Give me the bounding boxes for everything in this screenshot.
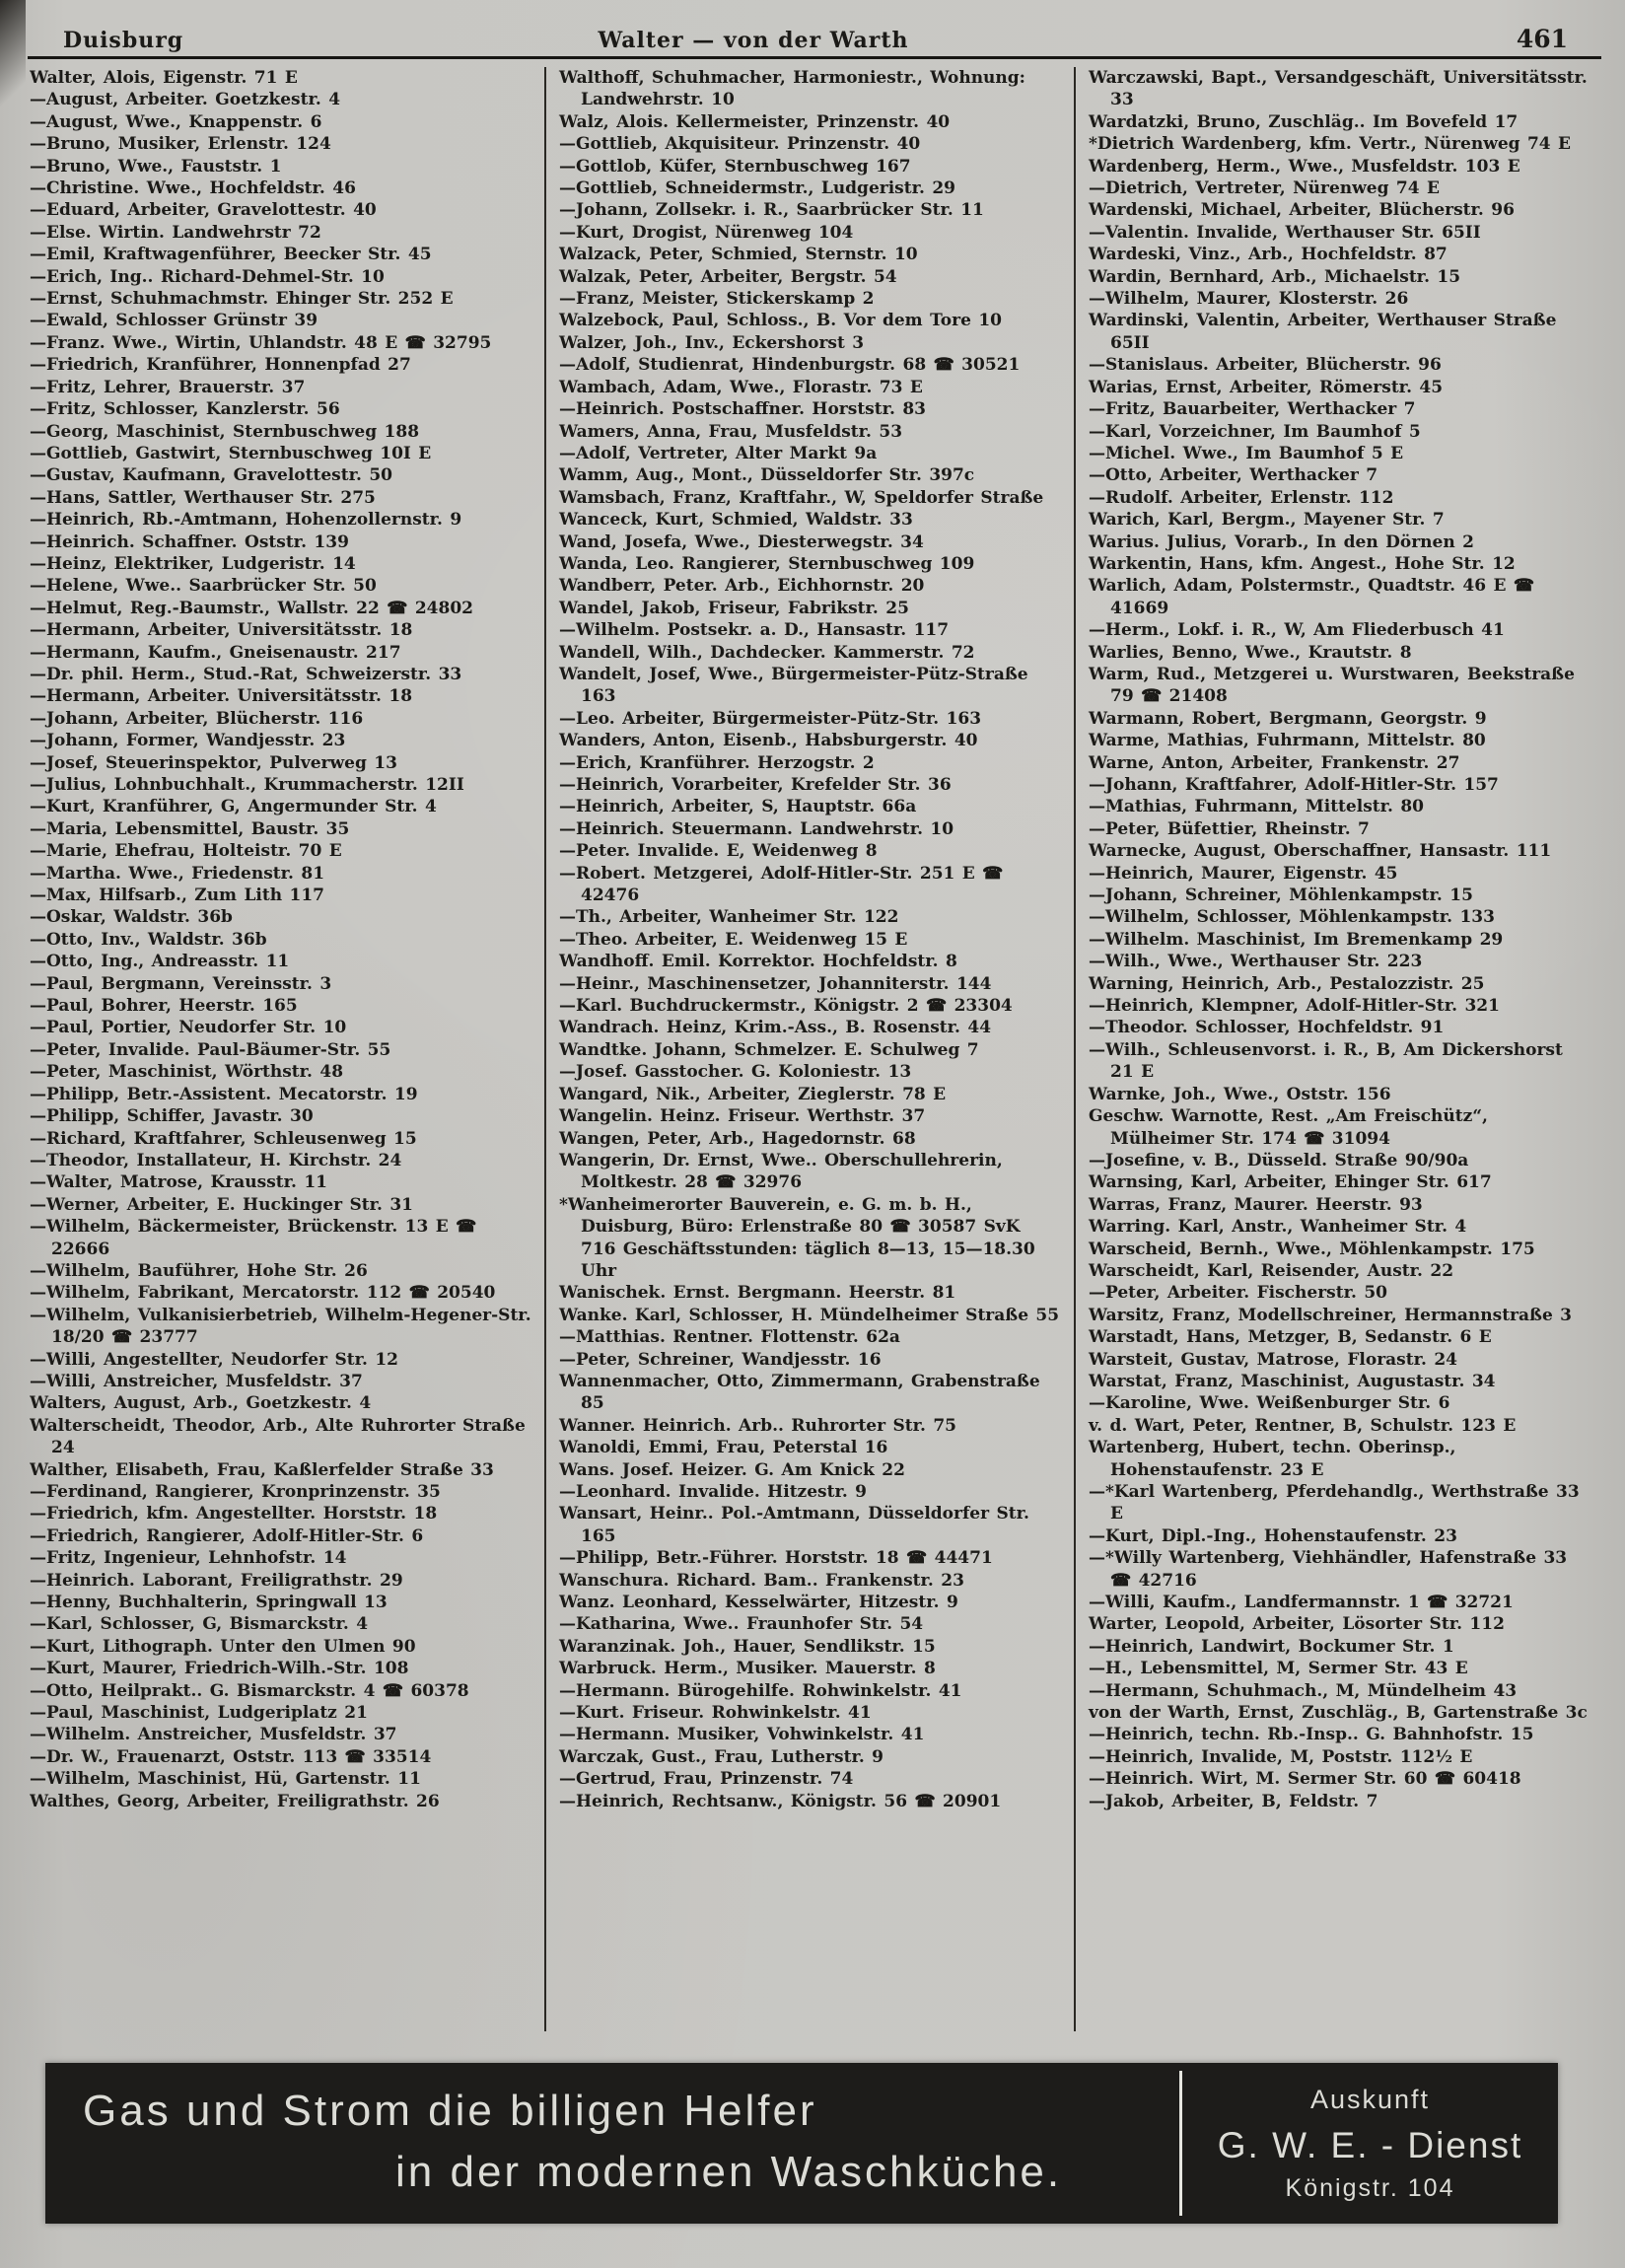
directory-entry: —Willi, Anstreicher, Musfeldstr. 37 [30,1371,363,1391]
directory-entry: —H., Lebensmittel, M, Sermer Str. 43 E [1089,1659,1468,1679]
directory-entry: Warter, Leopold, Arbeiter, Lösorter Str. 112 [1089,1614,1505,1635]
directory-entry: —Herm., Lokf. i. R., W, Am Fliederbusch 41 [1089,620,1505,641]
directory-entry: Wans. Josef. Heizer. G. Am Knick 22 [559,1459,905,1480]
directory-entry: Waranzinak. Joh., Hauer, Sendlikstr. 15 [559,1636,936,1657]
directory-entry: —Heinrich, Klempner, Adolf-Hitler-Str. 321 [1089,996,1500,1017]
directory-entry: —Hermann, Arbeiter. Universitätsstr. 18 [30,686,413,707]
directory-entry: Wardinski, Valentin, Arbeiter, Werthauser Straße 65II [1089,311,1557,353]
directory-entry: von der Warth, Ernst, Zuschläg., B, Gartenstraße 3c [1089,1703,1588,1724]
directory-entry: —Adolf, Studienrat, Hindenburgstr. 68 ☎ 30521 [559,355,1021,376]
directory-entry: —Fritz, Bauarbeiter, Werthacker 7 [1089,399,1416,420]
directory-entry: Wardenberg, Herm., Wwe., Musfeldstr. 103 E [1089,156,1520,177]
directory-column-3 [1074,67,1603,2031]
directory-entry: —Otto, Inv., Waldstr. 36b [30,929,267,950]
directory-entry: —Leonhard. Invalide. Hitzestr. 9 [559,1482,868,1502]
directory-entry: —Heinrich, techn. Rb.-Insp.. G. Bahnhofstr. 15 [1089,1725,1534,1745]
directory-entry: Walthoff, Schuhmacher, Harmoniestr., Wohnung: Landwehrstr. 10 [559,68,1025,110]
directory-entry: —Heinrich. Postschaffner. Horststr. 83 [559,399,927,420]
directory-entry: Wand, Josefa, Wwe., Diesterwegstr. 34 [559,532,924,552]
directory-entry: —Bruno, Wwe., Fauststr. 1 [30,156,282,177]
directory-entry: —Peter, Invalide. Paul-Bäumer-Str. 55 [30,1039,391,1060]
directory-entry: *Dietrich Wardenberg, kfm. Vertr., Nürenweg 74 E [1089,134,1571,155]
directory-entry: Warczawski, Bapt., Versandgeschäft, Universitätsstr. 33 [1089,68,1588,110]
directory-entry: —Hermann, Arbeiter, Universitätsstr. 18 [30,620,413,641]
directory-entry: —Rudolf. Arbeiter, Erlenstr. 112 [1089,487,1394,508]
directory-entry: Warne, Anton, Arbeiter, Frankenstr. 27 [1089,752,1460,773]
directory-entry: Walther, Elisabeth, Frau, Kaßlerfelder Straße 33 [30,1459,494,1480]
directory-entry: —Martha. Wwe., Friedenstr. 81 [30,863,325,884]
directory-entry: Warich, Karl, Bergm., Mayener Str. 7 [1089,510,1445,531]
directory-entry: —Johann, Arbeiter, Blücherstr. 116 [30,708,364,729]
directory-entry: —Hermann, Schuhmach., M, Mündelheim 43 [1089,1680,1518,1701]
directory-entry: Wangen, Peter, Arb., Hagedornstr. 68 [559,1128,916,1149]
directory-entry: —Kurt. Friseur. Rohwinkelstr. 41 [559,1703,872,1724]
directory-entry: —Willi, Angestellter, Neudorfer Str. 12 [30,1349,399,1370]
directory-entry: Wamm, Aug., Mont., Düsseldorfer Str. 397c [559,465,975,486]
directory-entry: —Erich, Kranführer. Herzogstr. 2 [559,752,875,773]
directory-entry: —Matthias. Rentner. Flottenstr. 62a [559,1327,900,1348]
directory-entry: —Georg, Maschinist, Sternbuschweg 188 [30,421,420,442]
directory-entry: Wanders, Anton, Eisenb., Habsburgerstr. 40 [559,731,978,751]
directory-entry: —Walter, Matrose, Krausstr. 11 [30,1172,328,1193]
directory-entry: Warias, Ernst, Arbeiter, Römerstr. 45 [1089,377,1444,397]
directory-entry: —Otto, Ing., Andreasstr. 11 [30,952,290,972]
directory-entry: Wanschura. Richard. Bam.. Frankenstr. 23 [559,1570,964,1591]
directory-entry: —Hermann, Kaufm., Gneisenaustr. 217 [30,642,401,663]
directory-entry: Wansart, Heinr.. Pol.-Amtmann, Düsseldorfer Str. 165 [559,1504,1029,1546]
directory-entry: Wandell, Wilh., Dachdecker. Kammerstr. 72 [559,642,975,663]
directory-entry: —Heinrich, Maurer, Eigenstr. 45 [1089,863,1398,884]
directory-entry: —Wilhelm, Bäckermeister, Brückenstr. 13 E ☎ 22666 [30,1217,477,1259]
directory-entry: —Fritz, Ingenieur, Lehnhofstr. 14 [30,1548,347,1569]
directory-entry: —Heinrich, Rechtsanw., Königstr. 56 ☎ 20901 [559,1791,1002,1811]
directory-entry: —Otto, Heilprakt.. G. Bismarckstr. 4 ☎ 60378 [30,1680,469,1701]
directory-entry: Geschw. Warnotte, Rest. „Am Freischütz“, Mülheimer Str. 174 ☎ 31094 [1089,1106,1488,1149]
directory-entry: —Gottlieb, Schneidermstr., Ludgeristr. 29 [559,178,955,199]
directory-entry: —Wilhelm, Maurer, Klosterstr. 26 [1089,289,1409,310]
directory-entry: —Gertrud, Frau, Prinzenstr. 74 [559,1769,854,1790]
directory-entry: —Philipp, Schiffer, Javastr. 30 [30,1106,314,1127]
directory-entry: Wandrach. Heinz, Krim.-Ass., B. Rosenstr. 44 [559,1018,992,1038]
directory-entry: —Kurt, Maurer, Friedrich-Wilh.-Str. 108 [30,1659,409,1679]
directory-entry: Warnke, Joh., Wwe., Oststr. 156 [1089,1084,1391,1104]
directory-entry: —Peter, Büfettier, Rheinstr. 7 [1089,818,1370,839]
directory-entry: —*Willy Wartenberg, Viehhändler, Hafenstraße 33 ☎ 42716 [1089,1548,1568,1591]
directory-entry: —Paul, Bohrer, Heerstr. 165 [30,996,298,1017]
directory-entry: Wardenski, Michael, Arbeiter, Blücherstr. 96 [1089,200,1515,221]
directory-entry: Wangard, Nik., Arbeiter, Zieglerstr. 78 E [559,1084,947,1104]
directory-entry: —Franz, Meister, Stickerskamp 2 [559,289,875,310]
directory-entry: —Paul, Bergmann, Vereinsstr. 3 [30,973,332,994]
directory-entry: Wandberr, Peter. Arb., Eichhornstr. 20 [559,576,925,597]
directory-entry: Wandhoff. Emil. Korrektor. Hochfeldstr. 8 [559,952,957,972]
directory-entry: —Wilhelm, Schlosser, Möhlenkampstr. 133 [1089,907,1495,928]
directory-entry: Wanz. Leonhard, Kesselwärter, Hitzestr. 9 [559,1593,958,1613]
directory-entry: Walzebock, Paul, Schloss., B. Vor dem Tore 10 [559,311,1002,331]
directory-entry: —Theo. Arbeiter, E. Weidenweg 15 E [559,929,908,950]
directory-entry: —Heinrich. Schaffner. Oststr. 139 [30,532,349,552]
directory-entry: —Kurt, Lithograph. Unter den Ulmen 90 [30,1636,416,1657]
directory-entry: —Heinrich. Wirt, M. Sermer Str. 60 ☎ 60418 [1089,1769,1521,1790]
directory-entry: —Kurt, Kranführer, G, Angermunder Str. 4 [30,797,437,817]
directory-entry: Warras, Franz, Maurer. Heerstr. 93 [1089,1194,1423,1215]
ad-info-address: Königstr. 104 [1285,2174,1455,2202]
directory-entry: Warme, Mathias, Fuhrmann, Mittelstr. 80 [1089,731,1486,751]
directory-entry: Walters, August, Arb., Goetzkestr. 4 [30,1393,372,1414]
directory-entry: —Heinrich, Landwirt, Bockumer Str. 1 [1089,1636,1454,1657]
advertisement [45,2063,1558,2224]
directory-entry: —Hermann. Musiker, Vohwinkelstr. 41 [559,1725,925,1745]
directory-entry: Wandel, Jakob, Friseur, Fabrikstr. 25 [559,598,909,618]
scan-artifact [0,0,26,118]
directory-entry: —Werner, Arbeiter, E. Huckinger Str. 31 [30,1194,414,1215]
directory-columns [30,67,1603,2031]
directory-entry: —Josefine, v. B., Düsseld. Straße 90/90a [1089,1150,1469,1170]
directory-entry: Warczak, Gust., Frau, Lutherstr. 9 [559,1746,883,1767]
directory-entry: Wangelin. Heinz. Friseur. Werthstr. 37 [559,1106,926,1127]
directory-entry: —Adolf, Vertreter, Alter Markt 9a [559,443,878,463]
directory-entry: Wamsbach, Franz, Kraftfahr., W, Speldorfer Straße [559,487,1044,508]
directory-entry: —Robert. Metzgerei, Adolf-Hitler-Str. 251 E ☎ 42476 [559,863,1004,906]
directory-entry: —Oskar, Waldstr. 36b [30,907,233,928]
directory-entry: —Theodor, Installateur, H. Kirchstr. 24 [30,1150,402,1170]
directory-entry: —Heinrich, Vorarbeiter, Krefelder Str. 36 [559,775,952,795]
directory-entry: —Wilhelm. Anstreicher, Musfeldstr. 37 [30,1725,397,1745]
directory-entry: —Stanislaus. Arbeiter, Blücherstr. 96 [1089,355,1442,376]
directory-entry: —Gustav, Kaufmann, Gravelottestr. 50 [30,465,392,486]
directory-entry: Warm, Rud., Metzgerei u. Wurstwaren, Beekstraße 79 ☎ 21408 [1089,664,1575,707]
directory-entry: Wandelt, Josef, Wwe., Bürgermeister-Pütz-Straße 163 [559,664,1028,707]
directory-entry: —Otto, Arbeiter, Werthacker 7 [1089,465,1378,486]
directory-entry: —Friedrich, Kranführer, Honnenpfad 27 [30,355,411,376]
directory-entry: —Philipp, Betr.-Führer. Horststr. 18 ☎ 44471 [559,1548,993,1569]
directory-entry: —Else. Wirtin. Landwehrstr 72 [30,222,321,243]
directory-entry: —Max, Hilfsarb., Zum Lith 117 [30,886,324,906]
directory-entry: —Peter, Maschinist, Wörthstr. 48 [30,1062,344,1083]
directory-entry: —Valentin. Invalide, Werthauser Str. 65II [1089,222,1481,243]
directory-entry: —Ernst, Schuhmachmstr. Ehinger Str. 252 E [30,289,454,310]
directory-entry: —Heinz, Elektriker, Ludgeristr. 14 [30,553,356,574]
directory-entry: —Friedrich, Rangierer, Adolf-Hitler-Str. 6 [30,1525,424,1546]
directory-entry: —Eduard, Arbeiter, Gravelottestr. 40 [30,200,377,221]
running-header-range: Walter — von der Warth [598,28,909,53]
directory-entry: —Ferdinand, Rangierer, Kronprinzenstr. 35 [30,1482,441,1502]
directory-entry: Walz, Alois. Kellermeister, Prinzenstr. 40 [559,111,951,132]
directory-entry: —Michel. Wwe., Im Baumhof 5 E [1089,443,1404,463]
directory-entry: —Peter. Invalide. E, Weidenweg 8 [559,841,878,862]
directory-entry: —Peter, Schreiner, Wandjesstr. 16 [559,1349,882,1370]
directory-entry: Wannenmacher, Otto, Zimmermann, Grabenstraße 85 [559,1371,1040,1414]
directory-entry: Wardeski, Vinz., Arb., Hochfeldstr. 87 [1089,245,1448,265]
directory-entry: —Fritz, Schlosser, Kanzlerstr. 56 [30,399,340,420]
directory-entry: Warnecke, August, Oberschaffner, Hansastr. 111 [1089,841,1552,862]
directory-entry: —Richard, Kraftfahrer, Schleusenweg 15 [30,1128,417,1149]
running-header-city: Duisburg [63,28,184,53]
directory-entry: Warius. Julius, Vorarb., In den Dörnen 2 [1089,532,1474,552]
directory-entry: —Kurt, Dipl.-Ing., Hohenstaufenstr. 23 [1089,1525,1457,1546]
directory-entry: Wanoldi, Emmi, Frau, Peterstal 16 [559,1438,888,1458]
directory-entry: Walzak, Peter, Arbeiter, Bergstr. 54 [559,266,897,287]
directory-entry: —Wilhelm. Postsekr. a. D., Hansastr. 117 [559,620,950,641]
directory-entry: —Karoline, Wwe. Weißenburger Str. 6 [1089,1393,1450,1414]
directory-entry: Wanceck, Kurt, Schmied, Waldstr. 33 [559,510,913,531]
directory-entry: Walter, Alois, Eigenstr. 71 E [30,68,298,88]
directory-entry: Warlich, Adam, Polstermstr., Quadtstr. 46 E ☎ 41669 [1089,576,1535,618]
directory-entry: —Wilhelm, Vulkanisierbetrieb, Wilhelm-Hegener-Str. 18/20 ☎ 23777 [30,1305,531,1348]
directory-entry: —Ewald, Schlosser Grünstr 39 [30,311,318,331]
directory-entry: —Christine. Wwe., Hochfeldstr. 46 [30,178,356,199]
directory-column-2 [544,67,1074,2031]
directory-entry: —Henny, Buchhalterin, Springwall 13 [30,1593,388,1613]
directory-entry: —Jakob, Arbeiter, B, Feldstr. 7 [1089,1791,1378,1811]
directory-entry: —Paul, Portier, Neudorfer Str. 10 [30,1018,347,1038]
directory-entry: Warsteit, Gustav, Matrose, Florastr. 24 [1089,1349,1457,1370]
directory-entry: —Th., Arbeiter, Wanheimer Str. 122 [559,907,899,928]
directory-entry: —August, Wwe., Knappenstr. 6 [30,111,322,132]
directory-entry: Wangerin, Dr. Ernst, Wwe.. Oberschullehrerin, Moltkestr. 28 ☎ 32976 [559,1150,1003,1193]
directory-entry: —Gottlieb, Gastwirt, Sternbuschweg 10I E [30,443,432,463]
directory-entry: Warmann, Robert, Bergmann, Georgstr. 9 [1089,708,1487,729]
directory-entry: —Heinr., Maschinensetzer, Johanniterstr. 144 [559,973,992,994]
directory-entry: —Peter, Arbeiter. Fischerstr. 50 [1089,1283,1387,1304]
directory-entry: —Heinrich, Rb.-Amtmann, Hohenzollernstr. 9 [30,510,462,531]
directory-entry: Wanischek. Ernst. Bergmann. Heerstr. 81 [559,1283,956,1304]
directory-entry: Warning, Heinrich, Arb., Pestalozzistr. 25 [1089,973,1485,994]
directory-entry: —Paul, Maschinist, Ludgeriplatz 21 [30,1703,368,1724]
directory-entry: —Emil, Kraftwagenführer, Beecker Str. 45 [30,245,432,265]
ad-slogan-line1: Gas und Strom die billigen Helfer [83,2087,817,2135]
directory-entry: —Hans, Sattler, Werthauser Str. 275 [30,487,376,508]
directory-entry: —Mathias, Fuhrmann, Mittelstr. 80 [1089,797,1425,817]
directory-entry: —Julius, Lohnbuchhalt., Krummacherstr. 12II [30,775,464,795]
directory-entry: —Helene, Wwe.. Saarbrücker Str. 50 [30,576,377,597]
running-header [30,14,1595,53]
directory-entry: Wartenberg, Hubert, techn. Oberinsp., Hohenstaufenstr. 23 E [1089,1438,1456,1480]
directory-entry: Walthes, Georg, Arbeiter, Freiligrathstr. 26 [30,1791,440,1811]
directory-entry: —Wilhelm, Maschinist, Hü, Gartenstr. 11 [30,1769,421,1790]
directory-entry: Warstadt, Hans, Metzger, B, Sedanstr. 6 E [1089,1327,1492,1348]
page-number: 461 [1516,25,1568,53]
directory-entry: Walterscheidt, Theodor, Arb., Alte Ruhrorter Straße 24 [30,1415,526,1458]
directory-entry: —Heinrich, Arbeiter, S, Hauptstr. 66a [559,797,917,817]
ad-slogan-line2: in der modernen Waschküche. [395,2148,1063,2196]
directory-entry: Wanke. Karl, Schlosser, H. Mündelheimer Straße 55 [559,1305,1060,1325]
ad-info-title: Auskunft [1309,2085,1431,2114]
directory-entry: —Philipp, Betr.-Assistent. Mecatorstr. 19 [30,1084,418,1104]
directory-entry: —Theodor. Schlosser, Hochfeldstr. 91 [1089,1018,1445,1038]
directory-entry: Wardatzki, Bruno, Zuschläg.. Im Bovefeld 17 [1089,111,1519,132]
directory-entry: Wardin, Bernhard, Arb., Michaelstr. 15 [1089,266,1461,287]
directory-entry: —Wilhelm. Maschinist, Im Bremenkamp 29 [1089,929,1504,950]
directory-entry: Wanner. Heinrich. Arb.. Ruhrorter Str. 75 [559,1415,957,1436]
directory-entry: Warlies, Benno, Wwe., Krautstr. 8 [1089,642,1412,663]
directory-entry: —Gottlob, Küfer, Sternbuschweg 167 [559,156,911,177]
directory-entry: Wanda, Leo. Rangierer, Sternbuschweg 109 [559,553,975,574]
directory-entry: —Johann, Kraftfahrer, Adolf-Hitler-Str. 157 [1089,775,1499,795]
directory-entry: —Karl, Vorzeichner, Im Baumhof 5 [1089,421,1421,442]
ad-info-name: G. W. E. - Dienst [1217,2125,1523,2165]
directory-entry: —*Karl Wartenberg, Pferdehandlg., Werthstraße 33 E [1089,1482,1580,1524]
directory-entry: Warscheid, Bernh., Wwe., Möhlenkampstr. 175 [1089,1239,1535,1259]
directory-entry: —Wilh., Schleusenvorst. i. R., B, Am Dickershorst 21 E [1089,1039,1563,1083]
directory-entry: —Friedrich, kfm. Angestellter. Horststr. 18 [30,1504,438,1524]
directory-entry: *Wanheimerorter Bauverein, e. G. m. b. H., Duisburg, Büro: Erlenstraße 80 ☎ 30587 SvK 716 Geschäftsstunden: täglich 8—13, 15—18.30 Uhr [559,1194,1035,1281]
directory-entry: Wambach, Adam, Wwe., Florastr. 73 E [559,377,923,397]
directory-entry: —Hermann. Bürogehilfe. Rohwinkelstr. 41 [559,1680,962,1701]
directory-entry: —Dietrich, Vertreter, Nürenweg 74 E [1089,178,1440,199]
directory-entry: —Kurt, Drogist, Nürenweg 104 [559,222,854,243]
directory-entry: —Fritz, Lehrer, Brauerstr. 37 [30,377,306,397]
directory-entry: —Heinrich. Steuermann. Landwehrstr. 10 [559,818,954,839]
directory-entry: Walzack, Peter, Schmied, Sternstr. 10 [559,245,918,265]
directory-entry: —Johann, Schreiner, Möhlenkampstr. 15 [1089,886,1473,906]
directory-entry: Wandtke. Johann, Schmelzer. E. Schulweg 7 [559,1039,979,1060]
directory-entry: —Karl. Buchdruckermstr., Königstr. 2 ☎ 23304 [559,996,1013,1017]
directory-entry: —Helmut, Reg.-Baumstr., Wallstr. 22 ☎ 24802 [30,598,473,618]
directory-entry: Warscheidt, Karl, Reisender, Austr. 22 [1089,1260,1454,1281]
directory-entry: —Heinrich. Laborant, Freiligrathstr. 29 [30,1570,403,1591]
directory-entry: Warstat, Franz, Maschinist, Augustastr. 34 [1089,1371,1496,1391]
directory-entry: Warnsing, Karl, Arbeiter, Ehinger Str. 617 [1089,1172,1492,1193]
directory-column-1 [30,67,544,2031]
directory-entry: —Karl, Schlosser, G, Bismarckstr. 4 [30,1614,369,1635]
directory-entry: Warbruck. Herm., Musiker. Mauerstr. 8 [559,1659,936,1679]
directory-entry: —Marie, Ehefrau, Holteistr. 70 E [30,841,342,862]
directory-entry: —Gottlieb, Akquisiteur. Prinzenstr. 40 [559,134,921,155]
directory-entry: Warring. Karl, Anstr., Wanheimer Str. 4 [1089,1217,1467,1238]
directory-entry: —Josef, Steuerinspektor, Pulverweg 13 [30,752,397,773]
directory-entry: —Wilhelm, Bauführer, Hohe Str. 26 [30,1260,368,1281]
directory-entry: —Willi, Kaufm., Landfermannstr. 1 ☎ 32721 [1089,1593,1514,1613]
directory-entry: Walzer, Joh., Inv., Eckershorst 3 [559,332,865,353]
header-rule [28,56,1601,59]
directory-entry: —Dr. phil. Herm., Stud.-Rat, Schweizerstr. 33 [30,664,462,684]
directory-entry: —Katharina, Wwe.. Fraunhofer Str. 54 [559,1614,924,1635]
directory-entry: v. d. Wart, Peter, Rentner, B, Schulstr. 123 E [1089,1415,1517,1436]
directory-entry: —Heinrich, Invalide, M, Poststr. 112½ E [1089,1746,1473,1767]
directory-entry: Wamers, Anna, Frau, Musfeldstr. 53 [559,421,903,442]
directory-entry: Warkentin, Hans, kfm. Angest., Hohe Str. 12 [1089,553,1516,574]
directory-entry: —Leo. Arbeiter, Bürgermeister-Pütz-Str. 163 [559,708,982,729]
directory-entry: —Maria, Lebensmittel, Baustr. 35 [30,818,350,839]
directory-entry: —Bruno, Musiker, Erlenstr. 124 [30,134,331,155]
directory-entry: —Wilh., Wwe., Werthauser Str. 223 [1089,952,1423,972]
directory-entry: —Erich, Ing.. Richard-Dehmel-Str. 10 [30,266,385,287]
directory-entry: Warsitz, Franz, Modellschreiner, Hermannstraße 3 [1089,1305,1573,1325]
directory-entry: —Johann, Zollsekr. i. R., Saarbrücker Str. 11 [559,200,984,221]
directory-entry: —August, Arbeiter. Goetzkestr. 4 [30,90,341,110]
directory-entry: —Josef. Gasstocher. G. Koloniestr. 13 [559,1062,912,1083]
directory-entry: —Wilhelm, Fabrikant, Mercatorstr. 112 ☎ 20540 [30,1283,496,1304]
advertisement-contact [1182,2063,1558,2224]
directory-entry: —Johann, Former, Wandjesstr. 23 [30,731,346,751]
advertisement-slogan [45,2063,1177,2224]
directory-entry: —Dr. W., Frauenarzt, Oststr. 113 ☎ 33514 [30,1746,432,1767]
directory-entry: —Franz. Wwe., Wirtin, Uhlandstr. 48 E ☎ 32795 [30,332,492,353]
